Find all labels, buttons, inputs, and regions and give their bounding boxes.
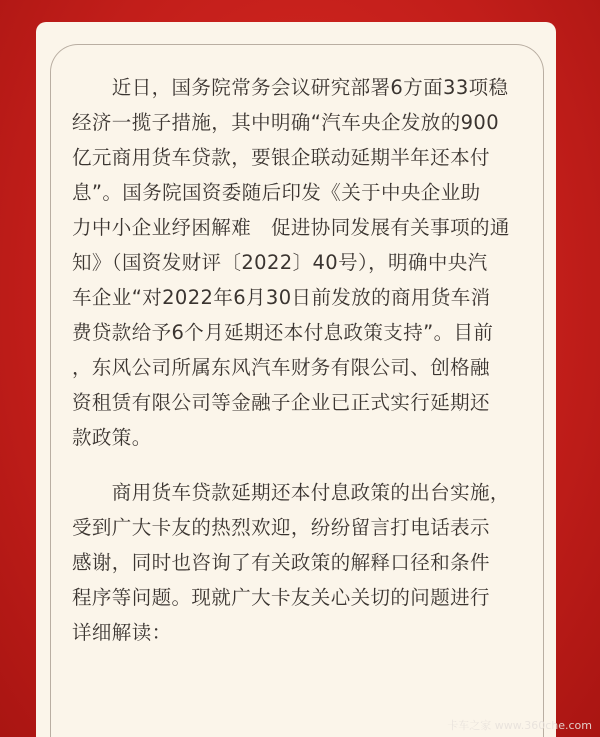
paragraph-1 <box>72 70 528 455</box>
paragraph-line: 息”。国务院国资委随后印发《关于中央企业助 <box>72 181 481 204</box>
paragraph-line: 商用货车贷款延期还本付息政策的出台实施， <box>72 481 510 504</box>
paragraph-line: 费贷款给予6个月延期还本付息政策支持”。目前 <box>72 321 494 344</box>
paragraph-line: 程序等问题。现就广大卡友关心关切的问题进行 <box>72 586 490 609</box>
paragraph-line: 近日，国务院常务会议研究部署6方面33项稳 <box>72 76 509 99</box>
site-watermark: 卡车之家 www.360che.com <box>447 719 592 732</box>
paragraph-line: 感谢，同时也咨询了有关政策的解释口径和条件 <box>72 551 490 574</box>
paragraph-2 <box>72 475 528 650</box>
paragraph-line: ，东风公司所属东风汽车财务有限公司、创格融 <box>72 356 490 379</box>
paragraph-line: 受到广大卡友的热烈欢迎，纷纷留言打电话表示 <box>72 516 490 539</box>
article-body <box>72 70 528 650</box>
paragraph-line: 款政策。 <box>72 426 152 449</box>
paragraph-line: 车企业“对2022年6月30日前发放的商用货车消 <box>72 286 491 309</box>
paragraph-line: 亿元商用货车贷款，要银企联动延期半年还本付 <box>72 146 490 169</box>
paragraph-line: 详细解读： <box>72 621 172 644</box>
paragraph-line: 知》（国资发财评〔2022〕40号），明确中央汽 <box>72 251 488 274</box>
paragraph-line: 资租赁有限公司等金融子企业已正式实行延期还 <box>72 391 490 414</box>
paragraph-line: 力中小企业纾困解难 促进协同发展有关事项的通 <box>72 216 510 239</box>
paragraph-line: 经济一揽子措施，其中明确“汽车央企发放的900 <box>72 111 500 134</box>
